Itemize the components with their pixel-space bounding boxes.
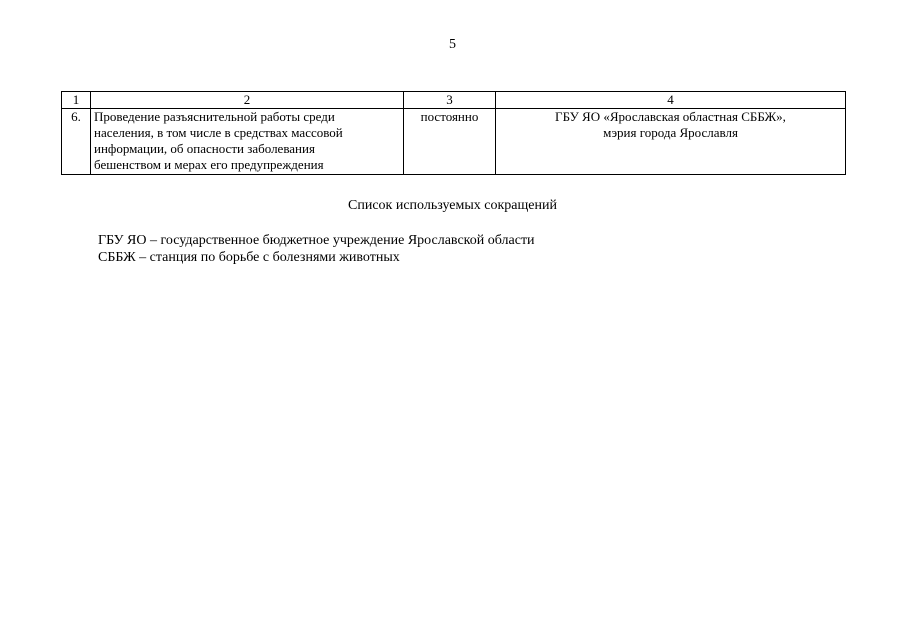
abbreviation-item: СББЖ – станция по борьбе с болезнями животных	[98, 250, 400, 265]
description-line: информации, об опасности заболевания	[94, 141, 315, 156]
abbreviations-title: Список используемых сокращений	[348, 198, 557, 213]
header-col-1: 1	[62, 92, 91, 109]
abbreviations-list	[98, 232, 535, 266]
table-row	[62, 109, 846, 175]
responsible-line: мэрия города Ярославля	[603, 125, 738, 140]
row-number: 6.	[62, 109, 91, 175]
abbreviation-item: ГБУ ЯО – государственное бюджетное учреждение Ярославской области	[98, 233, 535, 248]
description-line: населения, в том числе в средствах массовой	[94, 125, 343, 140]
measure-description	[91, 109, 404, 175]
responsible-line: ГБУ ЯО «Ярославская областная СББЖ»,	[555, 109, 786, 124]
header-col-4: 4	[496, 92, 846, 109]
measure-term: постоянно	[404, 109, 496, 175]
responsible-party	[496, 109, 846, 175]
measures-table	[61, 91, 846, 175]
description-line: бешенством и мерах его предупреждения	[94, 157, 324, 172]
table-header-row	[62, 92, 846, 109]
description-line: Проведение разъяснительной работы среди	[94, 109, 335, 124]
header-col-3: 3	[404, 92, 496, 109]
page-number: 5	[449, 37, 456, 52]
header-col-2: 2	[91, 92, 404, 109]
